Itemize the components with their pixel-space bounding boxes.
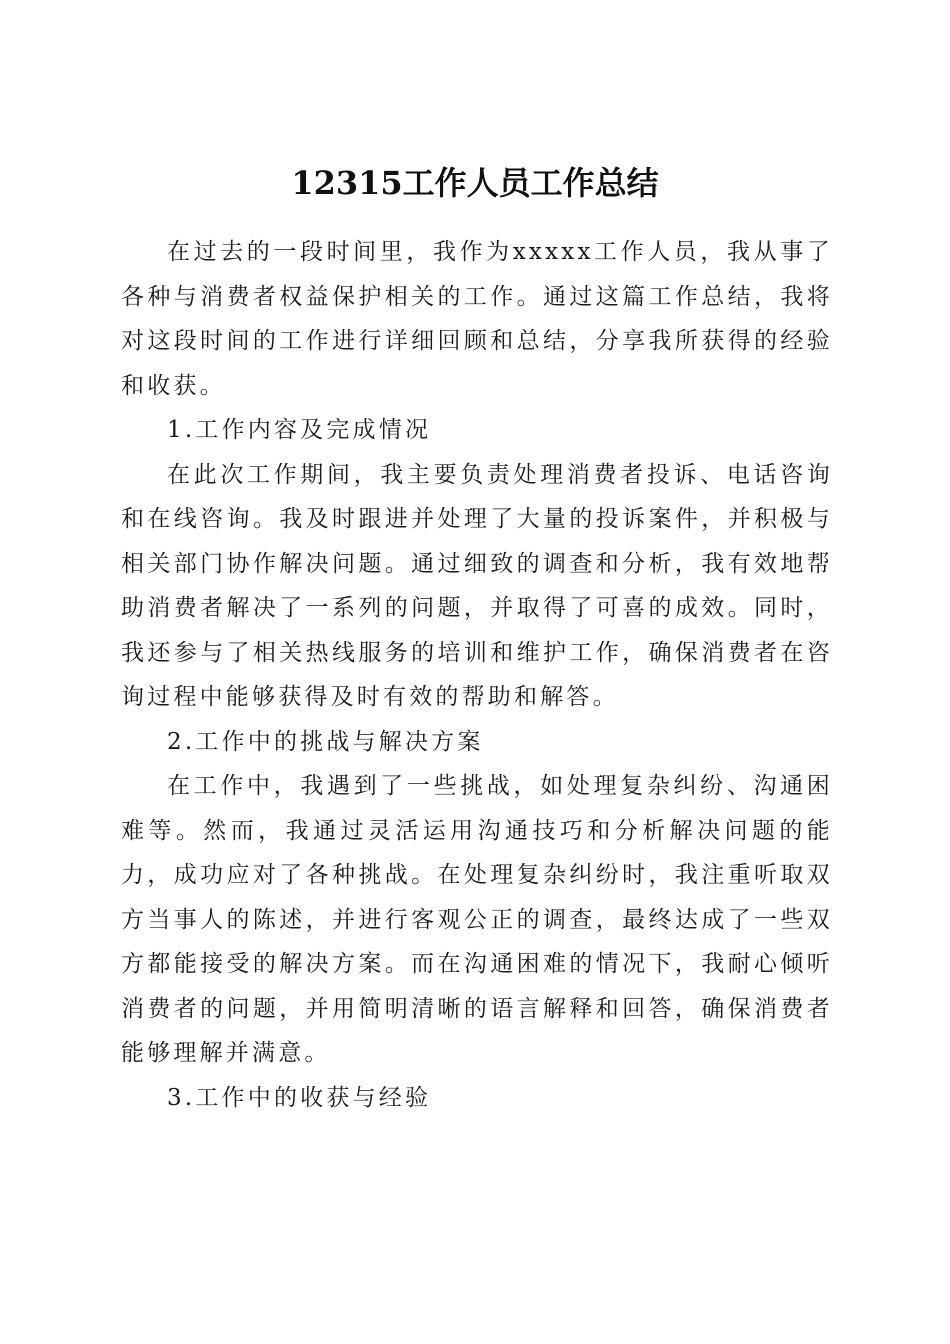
document-title: 12315工作人员工作总结: [291, 164, 659, 203]
section-1-paragraph: 在此次工作期间，我主要负责处理消费者投诉、电话咨询和在线咨询。我及时跟进并处理了大量的投诉案件，并积极与相关部门协作解决问题。通过细致的调查和分析，我有效地帮助消费者解决了一系列的问题，并取得了可喜的成效。同时，我还参与了相关热线服务的培训和维护工作，确保消费者在咨询过程中能够获得及时有效的帮助和解答。: [121, 461, 833, 710]
intro-paragraph: 在过去的一段时间里，我作为xxxxx工作人员，我从事了各种与消费者权益保护相关的工作。通过这篇工作总结，我将对这段时间的工作进行详细回顾和总结，分享我所获得的经验和收获。: [121, 239, 833, 399]
section-heading-1: 1.工作内容及完成情况: [167, 417, 432, 443]
section-heading-3: 3.工作中的收获与经验: [167, 1084, 432, 1111]
document-body: [121, 230, 833, 1120]
section-2-paragraph: 在工作中，我遇到了一些挑战，如处理复杂纠纷、沟通困难等。然而，我通过灵活运用沟通技巧和分析解决问题的能力，成功应对了各种挑战。在处理复杂纠纷时，我注重听取双方当事人的陈述，并进行客观公正的调查，最终达成了一些双方都能接受的解决方案。而在沟通困难的情况下，我耐心倾听消费者的问题，并用简明清晰的语言解释和回答，确保消费者能够理解并满意。: [121, 773, 833, 1066]
section-heading-2: 2.工作中的挑战与解决方案: [167, 728, 484, 755]
